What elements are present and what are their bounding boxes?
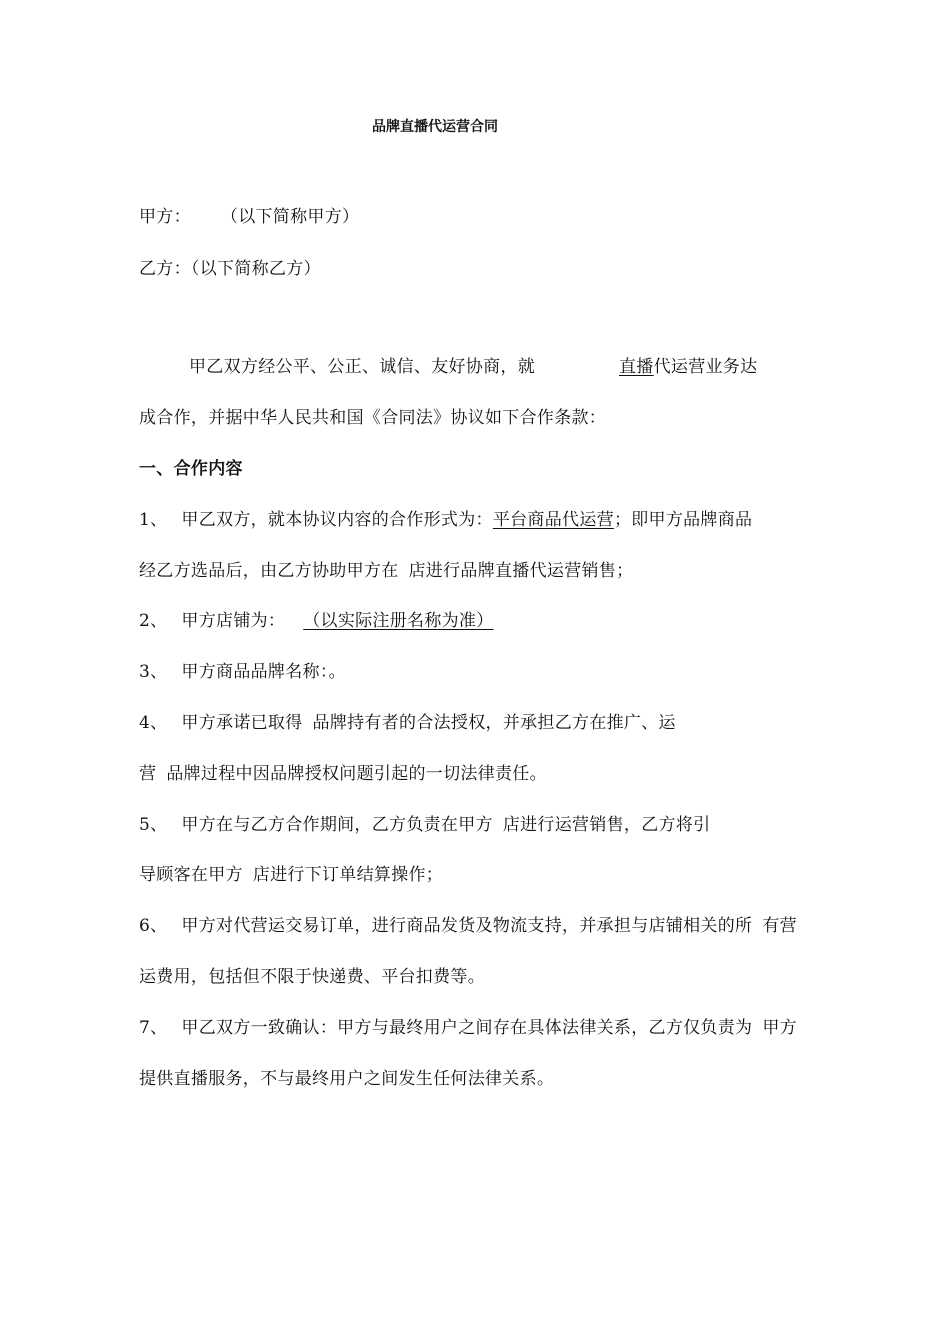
clause-5-continuation — [139, 864, 443, 886]
clause-6 — [139, 915, 797, 937]
preamble-text-2: 代运营业务达 — [653, 357, 758, 377]
clause-text: 甲方 — [762, 1018, 797, 1038]
clause-underlined — [285, 611, 493, 631]
preamble-underlined: 直播 — [619, 357, 654, 377]
clause-text: 甲方店铺为： — [181, 611, 286, 631]
clause-text: 店进行运营销售，乙方将引 — [502, 815, 711, 835]
section-1-heading: 一、合作内容 — [139, 459, 243, 479]
clause-number: 2、 — [139, 611, 168, 631]
clause-4 — [139, 712, 676, 734]
clause-text: 甲方对代营运交易订单，进行商品发货及物流支持，并承担与店铺相关的所 — [181, 916, 753, 936]
clause-text: 甲方在与乙方合作期间，乙方负责在甲方 — [181, 815, 493, 835]
clause-text: 店进行下订单结算操作； — [252, 865, 444, 885]
party-a-line — [139, 206, 359, 228]
document-title: 品牌直播代运营合同 — [372, 119, 498, 135]
clause-text: 有营 — [762, 916, 797, 936]
clause-4-continuation — [139, 763, 547, 785]
preamble-text-1: 甲乙双方经公平、公正、诚信、友好协商，就 — [189, 357, 535, 377]
clause-3 — [139, 661, 346, 683]
clause-underlined-text: （以实际注册名称为准） — [303, 611, 494, 631]
preamble-line-1 — [189, 356, 757, 378]
clause-5 — [139, 814, 710, 836]
clause-number: 4、 — [139, 713, 168, 733]
clause-6-continuation: 运费用，包括但不限于快递费、平台扣费等。 — [139, 967, 485, 987]
clause-number: 6、 — [139, 916, 168, 936]
party-a-note: （以下简称甲方） — [220, 207, 360, 227]
clause-text: 品牌持有者的合法授权，并承担乙方在推广、运 — [312, 713, 676, 733]
clause-text: 营 — [139, 764, 157, 784]
party-b-label: 乙方： — [139, 259, 191, 279]
clause-text: 经乙方选品后，由乙方协助甲方在 — [139, 561, 399, 581]
party-b-line — [139, 258, 321, 280]
clause-text: 店进行品牌直播代运营销售； — [408, 561, 634, 581]
clause-2 — [139, 610, 494, 632]
clause-number: 7、 — [139, 1018, 168, 1038]
clause-number: 5、 — [139, 815, 168, 835]
clause-text: 品牌过程中因品牌授权问题引起的一切法律责任。 — [166, 764, 547, 784]
clause-1-continuation — [139, 560, 633, 582]
party-a-label: 甲方： — [139, 207, 191, 227]
preamble-line-2: 成合作，并据中华人民共和国《合同法》协议如下合作条款： — [139, 408, 607, 428]
clause-underlined: 平台商品代运营 — [492, 510, 614, 530]
clause-text: 甲方商品品牌名称：。 — [181, 662, 346, 682]
clause-text: 甲方承诺已取得 — [181, 713, 303, 733]
clause-text: 甲乙双方，就本协议内容的合作形式为： — [181, 510, 493, 530]
clause-text: 导顾客在甲方 — [139, 865, 243, 885]
clause-7 — [139, 1017, 797, 1039]
clause-number: 1、 — [139, 510, 168, 530]
clause-text: ；即甲方品牌商品 — [613, 510, 753, 530]
clause-7-continuation: 提供直播服务，不与最终用户之间发生任何法律关系。 — [139, 1069, 555, 1089]
clause-1 — [139, 509, 752, 531]
clause-text: 甲乙双方一致确认：甲方与最终用户之间存在具体法律关系，乙方仅负责为 — [181, 1018, 753, 1038]
party-b-note: （以下简称乙方） — [190, 259, 321, 279]
clause-number: 3、 — [139, 662, 168, 682]
